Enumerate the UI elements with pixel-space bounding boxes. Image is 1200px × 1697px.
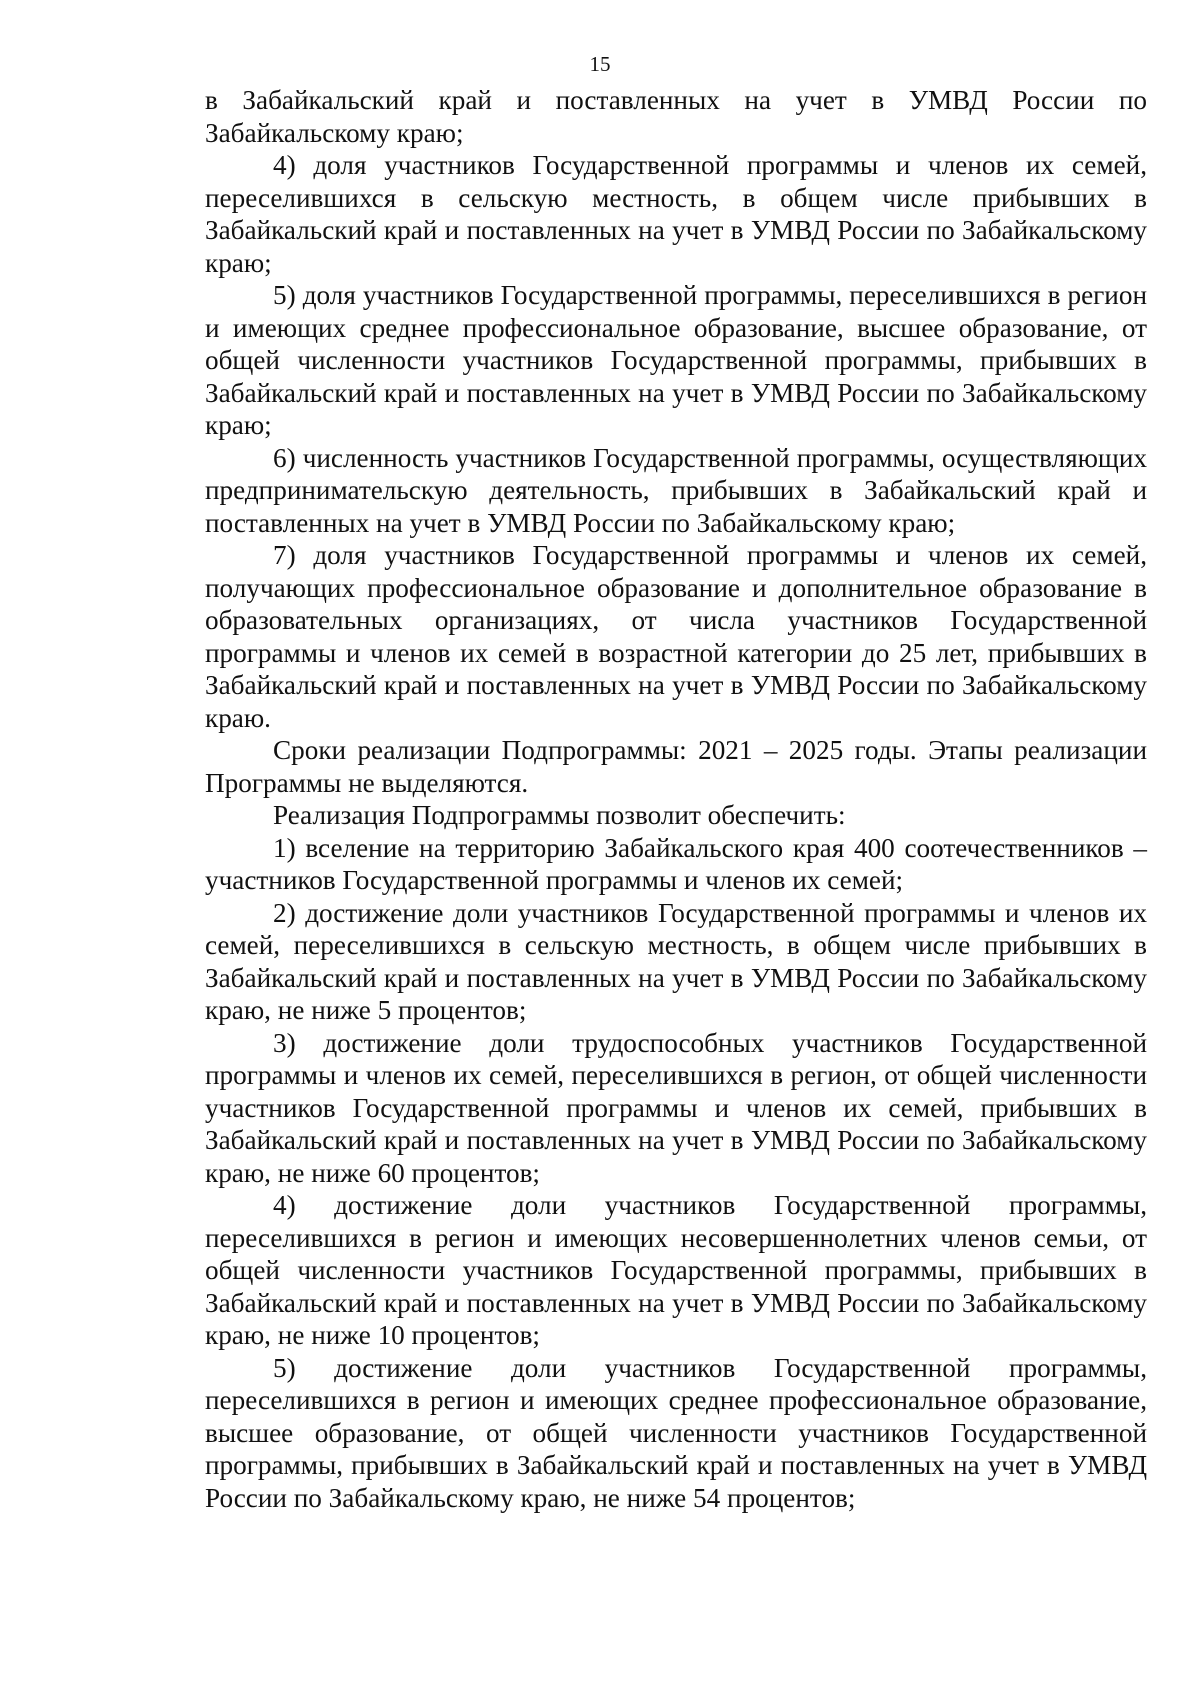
paragraph-outcome-5: 5) достижение доли участников Государственной программы, переселившихся в регион и имеющих среднее профессиональное образование, высшее образование, от общей численности участников Государственной программы, прибывших в Забайкальский край и поставленных на учет в УМВД России по Забайкальскому краю, не ниже 54 процентов; (205, 1352, 1147, 1513)
paragraph-indicator-7: 7) доля участников Государственной программы и членов их семей, получающих профессиональное образование и дополнительное образование в образовательных организациях, от числа участников Государственной программы и членов их семей в возрастной категории до 25 лет, прибывших в Забайкальский край и поставленных на учет в УМВД России по Забайкальскому краю. (205, 540, 1147, 733)
paragraph-outcome-3: 3) достижение доли трудоспособных участников Государственной программы и членов их семей, переселившихся в регион, от общей численности участников Государственной программы и членов их семей, прибывших в Забайкальский край и поставленных на учет в УМВД России по Забайкальскому краю, не ниже 60 процентов; (205, 1027, 1147, 1188)
paragraph-outcome-2: 2) достижение доли участников Государственной программы и членов их семей, переселившихся в сельскую местность, в общем числе прибывших в Забайкальский край и поставленных на учет в УМВД России по Забайкальскому краю, не ниже 5 процентов; (205, 897, 1147, 1025)
paragraph-continuation: в Забайкальский край и поставленных на учет в УМВД России по Забайкальскому краю; (205, 85, 1147, 148)
paragraph-indicator-4: 4) доля участников Государственной программы и членов их семей, переселившихся в сельскую местность, в общем числе прибывших в Забайкальский край и поставленных на учет в УМВД России по Забайкальскому краю; (205, 150, 1147, 278)
page-number: 15 (589, 52, 611, 76)
paragraph-outcomes-intro: Реализация Подпрограммы позволит обеспечить: (273, 800, 846, 830)
paragraph-indicator-6: 6) численность участников Государственной программы, осуществляющих предпринимательскую деятельность, прибывших в Забайкальский край и поставленных на учет в УМВД России по Забайкальскому краю; (205, 442, 1147, 538)
paragraph-outcome-4: 4) достижение доли участников Государственной программы, переселившихся в регион и имеющих несовершеннолетних членов семьи, от общей численности участников Государственной программы, прибывших в Забайкальский край и поставленных на учет в УМВД России по Забайкальскому краю, не ниже 10 процентов; (205, 1190, 1147, 1350)
document-body (205, 84, 1147, 1514)
paragraph-outcome-1: 1) вселение на территорию Забайкальского края 400 соотечественников – участников Государственной программы и членов их семей; (205, 832, 1147, 895)
paragraph-timeline: Сроки реализации Подпрограммы: 2021 – 2025 годы. Этапы реализации Программы не выделяются. (205, 735, 1147, 798)
paragraph-indicator-5: 5) доля участников Государственной программы, переселившихся в регион и имеющих среднее профессиональное образование, высшее образование, от общей численности участников Государственной программы, прибывших в Забайкальский край и поставленных на учет в УМВД России по Забайкальскому краю; (205, 280, 1147, 440)
